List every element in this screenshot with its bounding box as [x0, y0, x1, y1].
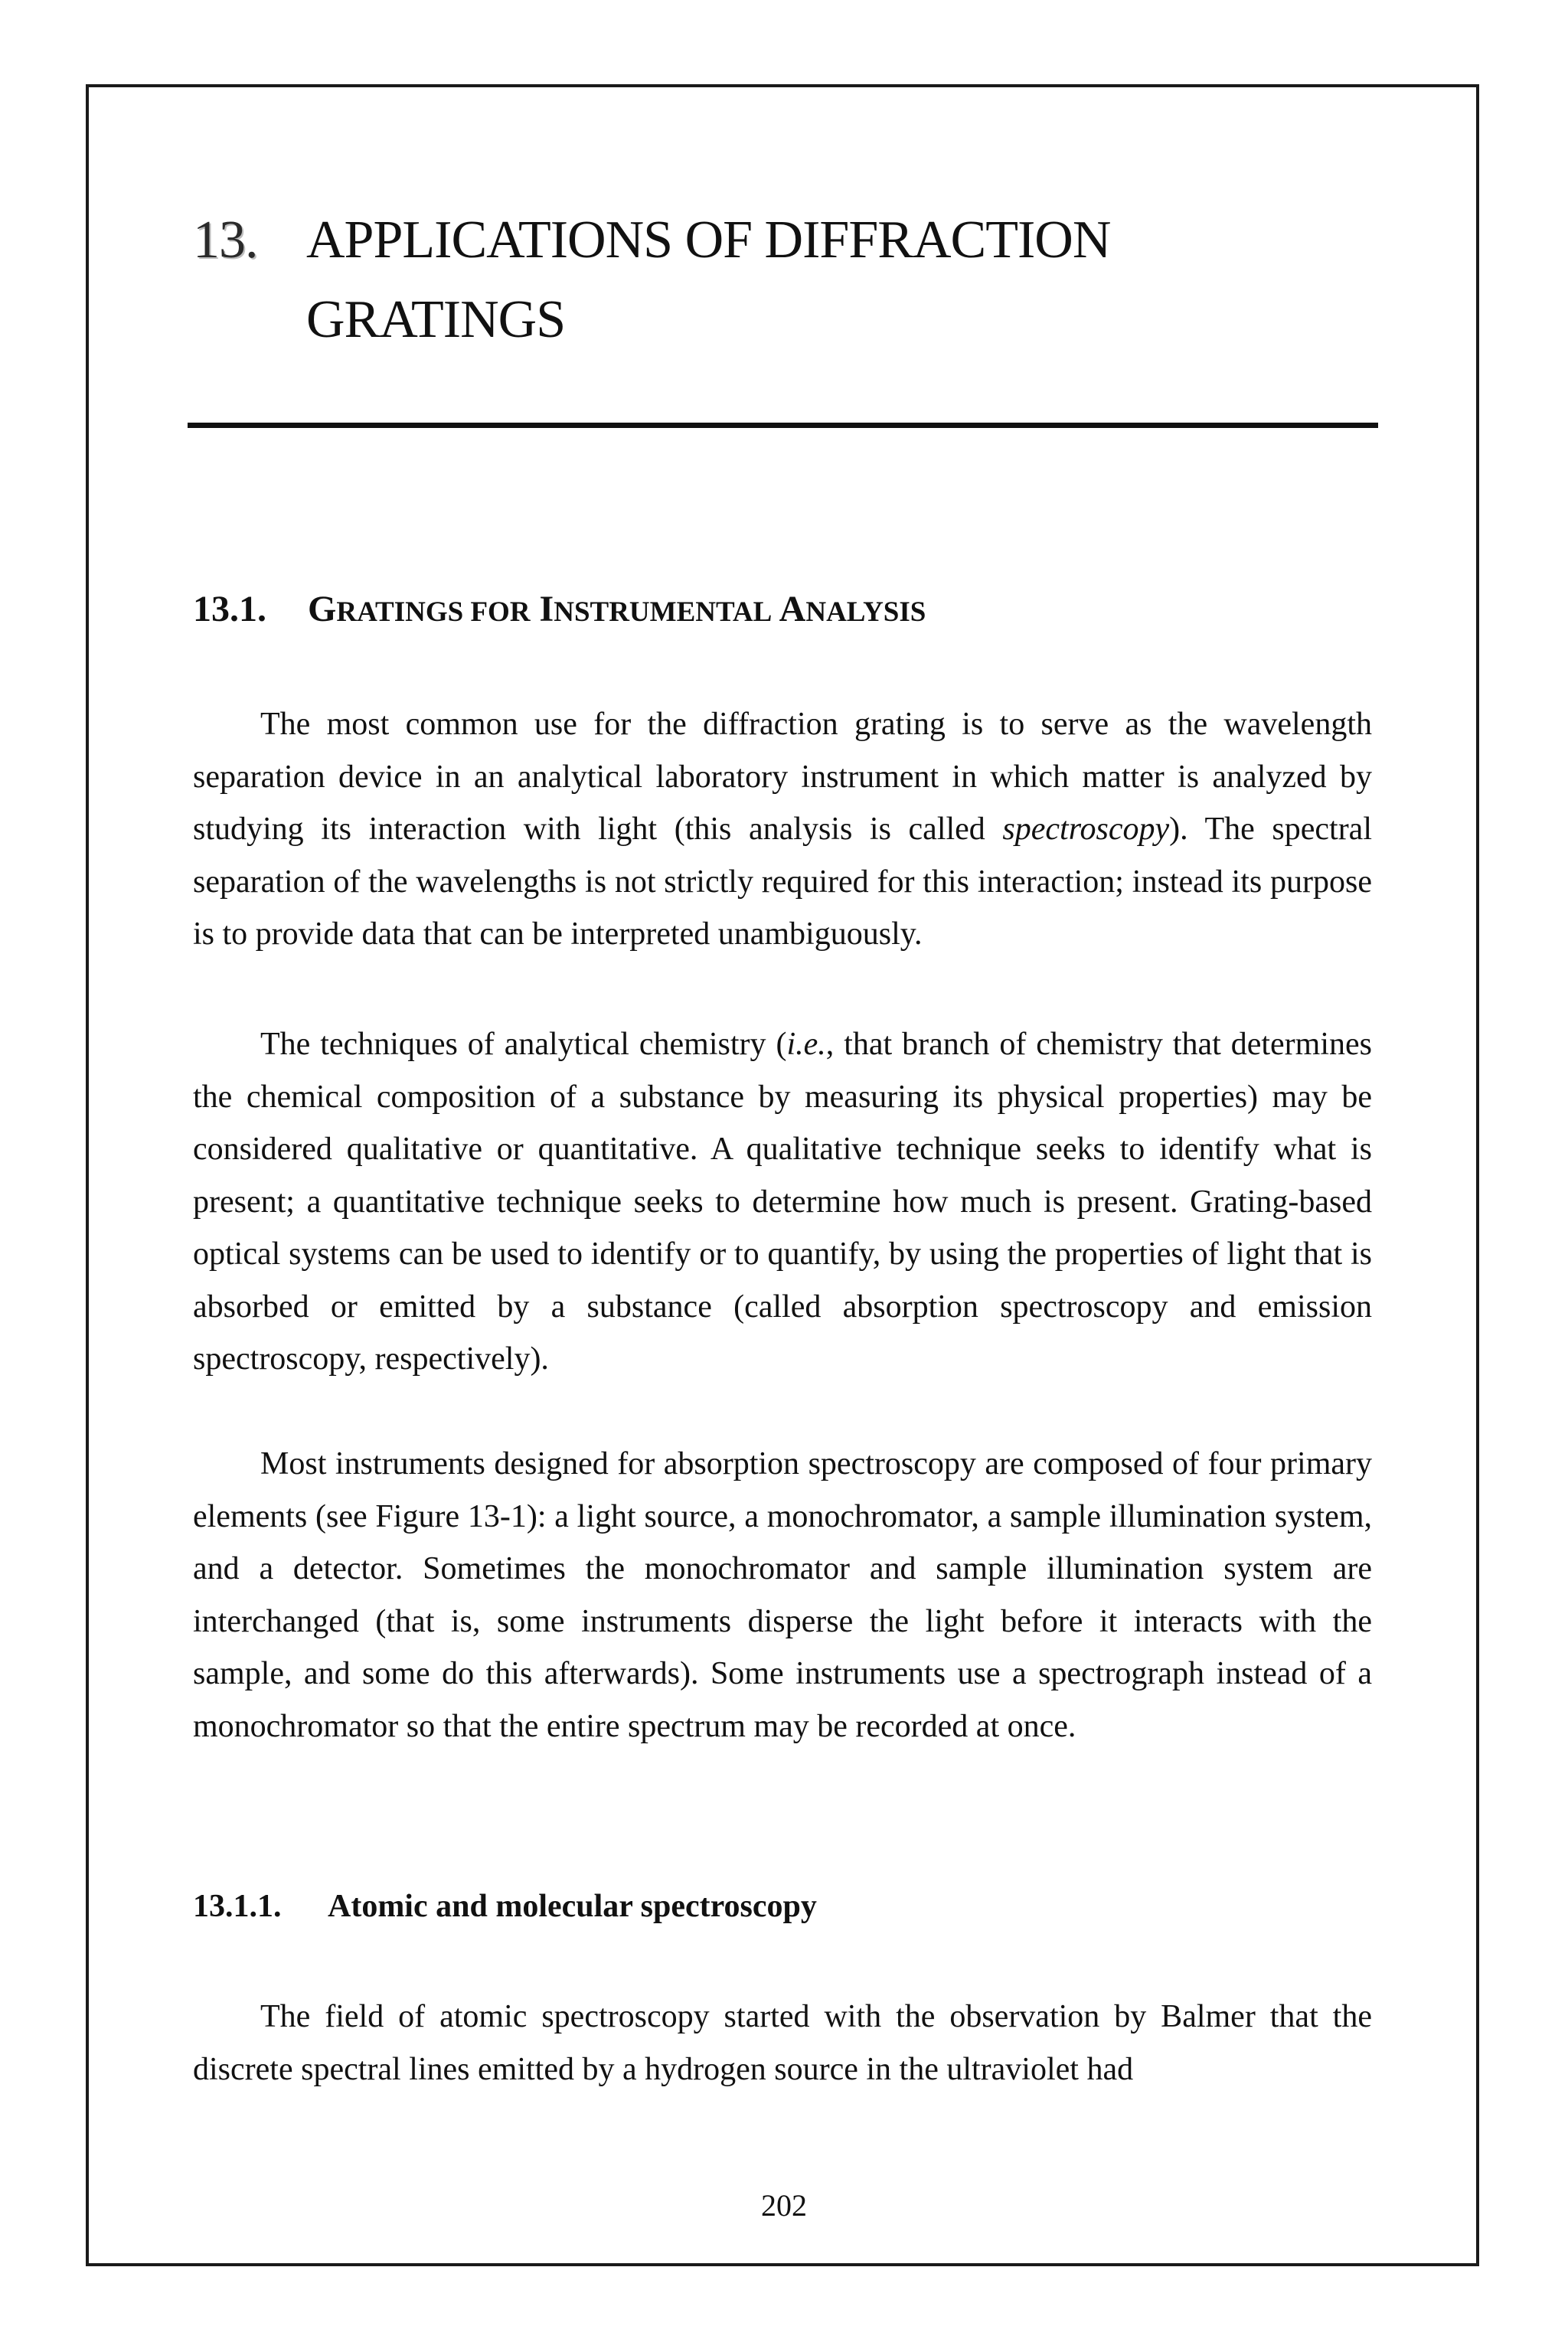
body-paragraph-1 [193, 698, 1372, 961]
paragraph-2-italic-term: i.e. [786, 1027, 826, 1062]
body-paragraph-3 [193, 1438, 1372, 1753]
paragraph-3-text: Most instruments designed for absorption spectroscopy are composed of four primary elements (see Figure 13-1): a light source, a monochromator, a sample illumination system, and a detector. Sometimes the monochromator and sample illumination system are interchanged (that is, some instruments disperse the light before it interacts with the sample, and some do this afterwards). Some instruments use a spectrograph instead of a monochromator so that the entire spectrum may be recorded at once. [193, 1446, 1372, 1744]
title-divider-rule [188, 423, 1378, 428]
section-title-initial-2: I [539, 589, 554, 629]
chapter-title [193, 201, 1387, 360]
chapter-number: 13. [193, 211, 258, 270]
paragraph-1-text-a: The most common use for the diffraction grating is to serve as the wavelength separation device in an analytical laboratory instrument in which matter is analyzed by studying its interaction with light (this analysis is called [193, 707, 1372, 847]
section-title-rest-2: NSTRUMENTAL [554, 596, 773, 628]
subsection-number: 13.1.1. [193, 1889, 282, 1924]
body-paragraph-4 [193, 1991, 1372, 2096]
paragraph-1-italic-term: spectroscopy [1002, 812, 1170, 847]
paragraph-4-text: The field of atomic spectroscopy started with the observation by Balmer that the discrete spectral lines emitted by a hydrogen source in the ultraviolet had [193, 1999, 1372, 2087]
chapter-title-line-2: GRATINGS [306, 290, 566, 349]
paragraph-1-text-b: ). The spectral separation of the wavelengths is not strictly required for this interaction; instead its purpose is to provide data that can be interpreted unambiguously. [193, 812, 1372, 952]
section-title-rest-3: NALYSIS [805, 596, 926, 628]
page-number: 202 [761, 2188, 807, 2223]
subsection-heading [193, 1883, 817, 1929]
section-number: 13.1. [193, 589, 266, 629]
section-title-initial-3: A [779, 589, 806, 629]
section-title-rest-1: RATINGS FOR [336, 596, 531, 628]
paragraph-2-text-a: The techniques of analytical chemistry ( [260, 1027, 787, 1062]
chapter-title-line-1: APPLICATIONS OF DIFFRACTION [306, 211, 1111, 270]
section-heading [193, 586, 926, 635]
subsection-title: Atomic and molecular spectroscopy [328, 1889, 817, 1924]
section-title-initial-1: G [308, 589, 337, 629]
body-paragraph-2 [193, 1018, 1372, 1386]
paragraph-2-text-b: , that branch of chemistry that determines the chemical composition of a substance by measuring its physical properties) may be considered qualitative or quantitative. A qualitative technique seeks to identify what is present; a quantitative technique seeks to determine how much is present. Grating-based optical systems can be used to identify or to quantify, by using the properties of light that is absorbed or emitted by a substance (called absorption spectroscopy and emission spectroscopy, respectively). [193, 1027, 1372, 1377]
